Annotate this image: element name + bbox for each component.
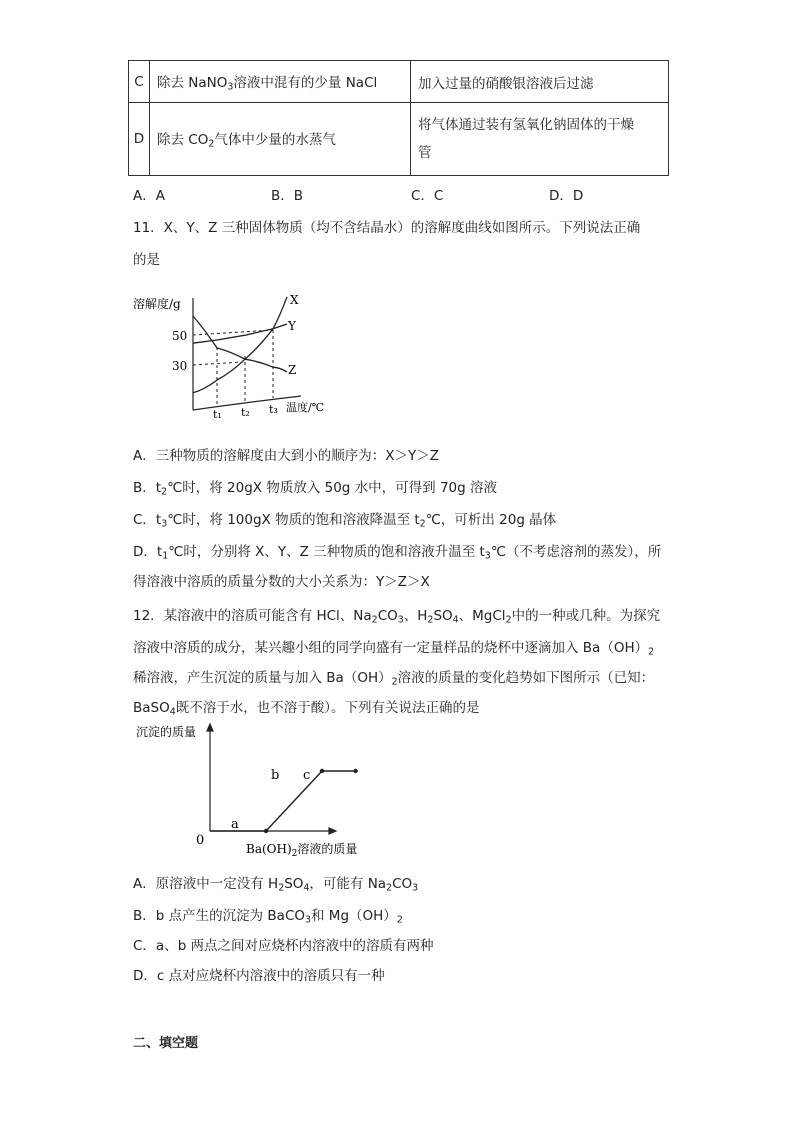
point-label-c: c: [303, 768, 311, 783]
q11-option-a: A．三种物质的溶解度由大到小的顺序为：X＞Y＞Z: [133, 448, 439, 464]
ref-line-30: [193, 362, 243, 365]
xtick-t3: t₃: [269, 403, 278, 416]
row-task: 除去 NaNO$_3$溶液中混有的少量 NaCl: [150, 61, 411, 103]
chart-origin: 0: [196, 833, 205, 848]
options-table: [128, 60, 669, 176]
q10-option-c: C．C: [411, 188, 444, 204]
x-axis-arrow: [329, 828, 336, 834]
xtick-t2: t₂: [241, 406, 250, 419]
series-label-z: Z: [288, 363, 297, 377]
q12-stem-line-1: 12．某溶液中的溶质可能含有 HCl、$Na_2CO_3$、$H_2SO_4$、MgCl$_2$中的一种或几种。为探究: [133, 608, 661, 626]
q10-option-a: A．A: [133, 188, 165, 204]
q11-option-c: C．$t_3℃$时，将 100gX 物质的饱和溶液降温至 $t_2℃$，可析出 20g 晶体: [133, 512, 557, 530]
ytick-50: 50: [172, 329, 188, 343]
q12-stem-line-3: 稀溶液，产生沉淀的质量与加入 $Ba(OH)_2$溶液的质量的变化趋势如下图所示（已知：: [133, 670, 655, 688]
chart-xlabel: 温度/℃: [286, 401, 325, 414]
xtick-t1: t₁: [213, 408, 222, 421]
q12-stem-line-2: 溶液中溶质的成分，某兴趣小组的同学向盛有一定量样品的烧杯中逐滴加入 $Ba(OH)_2$: [133, 640, 655, 658]
q12-option-b: B．b 点产生的沉淀为 BaCO$_3$和 $Mg(OH)_2$: [133, 908, 403, 926]
q11-option-d-line-1: D．$t_1℃$时，分别将 X、Y、Z 三种物质的饱和溶液升温至 $t_3℃$（不考虑溶剂的蒸发），所: [133, 544, 662, 562]
row-label: D: [129, 103, 150, 176]
chart-ylabel: 溶解度/g: [133, 297, 181, 311]
table-row: [129, 61, 669, 103]
q12-option-c: C．a、b 两点之间对应烧杯内溶液中的溶质有两种: [133, 938, 434, 954]
q12-stem-line-4: BaSO$_4$既不溶于水，也不溶于酸）。下列有关说法正确的是: [133, 700, 480, 718]
solubility-chart: [125, 290, 340, 430]
precipitate-chart: [128, 718, 368, 858]
y-axis-arrow: [207, 724, 213, 731]
point-c: [353, 769, 357, 773]
series-label-x: X: [290, 293, 299, 307]
chart-ylabel: 沉淀的质量: [136, 725, 197, 739]
table-row: [129, 103, 669, 176]
q12-option-a: A．原溶液中一定没有 $H_2SO_4$，可能有 $Na_2CO_3$: [133, 876, 419, 894]
row-label: C: [129, 61, 150, 103]
q10-option-d: D．D: [549, 188, 584, 204]
chart-xlabel: $Ba(OH)_2$溶液的质量: [246, 842, 358, 858]
row-method: 将气体通过装有氢氧化钠固体的干燥 管: [411, 103, 669, 176]
q11-stem-line-2: 的是: [133, 252, 160, 268]
q11-option-b: B．$t_2℃$时，将 20gX 物质放入 50g 水中，可得到 70g 溶液: [133, 480, 497, 498]
q10-option-b: B．B: [271, 188, 304, 204]
point-label-b: b: [271, 768, 280, 783]
row-task: 除去 $CO_2$气体中少量的水蒸气: [150, 103, 411, 176]
series-label-y: Y: [288, 319, 296, 333]
q11-option-d-line-2: 得溶液中溶质的质量分数的大小关系为：Y＞Z＞X: [133, 574, 430, 590]
ytick-30: 30: [172, 359, 188, 373]
point-a: [264, 829, 268, 833]
q11-stem-line-1: 11．X、Y、Z 三种固体物质（均不含结晶水）的溶解度曲线如图所示。下列说法正确: [133, 220, 641, 236]
section-title: 二、填空题: [133, 1036, 199, 1051]
point-label-a: a: [231, 817, 239, 832]
point-b: [320, 769, 324, 773]
q12-option-d: D．c 点对应烧杯内溶液中的溶质只有一种: [133, 968, 385, 984]
row-method: 加入过量的硝酸银溶液后过滤: [411, 61, 669, 103]
